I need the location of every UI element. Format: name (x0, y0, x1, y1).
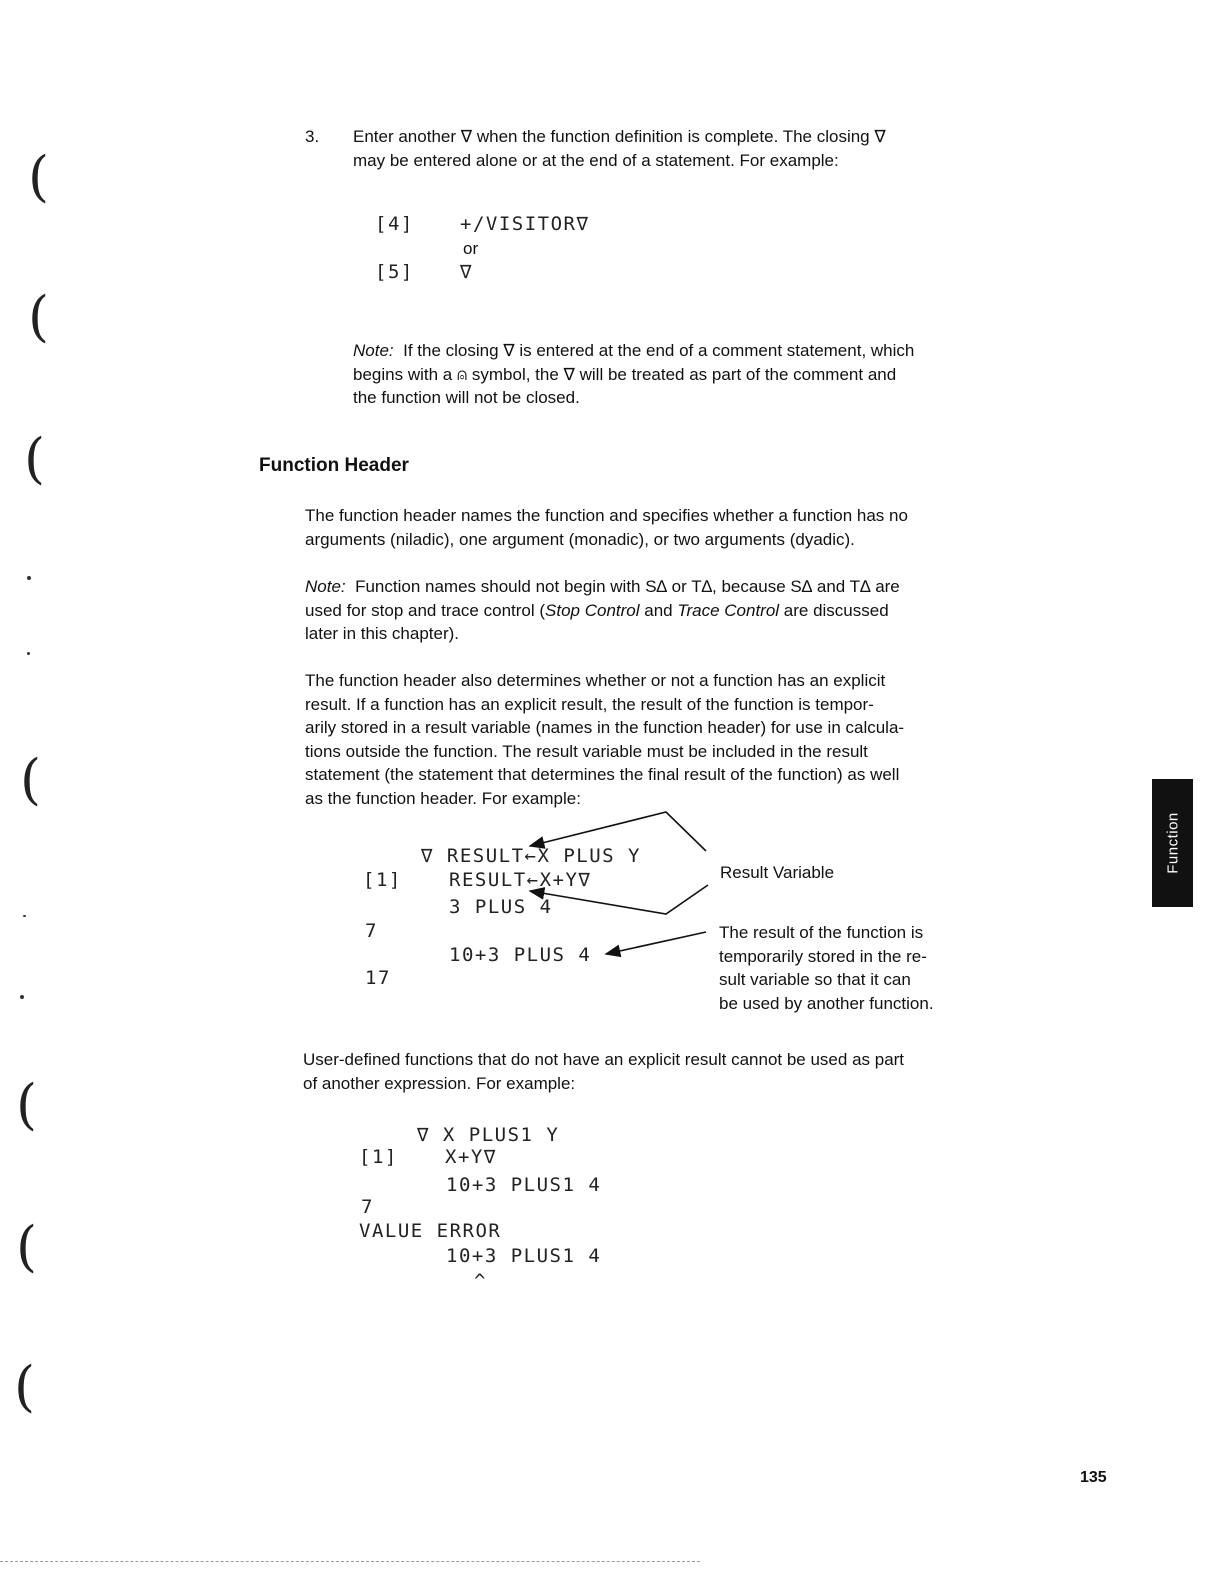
note1-line-1-text: If the closing ∇ is entered at the end of a comment statement, which (403, 341, 915, 360)
page-number: 135 (1080, 1469, 1107, 1486)
arrow-to-call (606, 932, 706, 954)
code3-error-caret: ^ (474, 1270, 487, 1292)
para2-line-2: result. If a function has an explicit result, the result of the function is tempor- (305, 694, 874, 714)
binder-hole-mark: ( (16, 1215, 38, 1278)
code3-line-number-1: [1] (359, 1146, 398, 1168)
para1-line-2: arguments (niladic), one argument (monadic), or two arguments (dyadic). (305, 529, 855, 549)
note2-line-3: later in this chapter). (305, 624, 460, 643)
code2-line-number-1: [1] (363, 869, 402, 891)
binder-hole-mark: ( (28, 145, 50, 208)
code1-line-number-4: [4] (375, 213, 414, 235)
code2-output-1: 7 (365, 920, 378, 942)
para-no-explicit-result (303, 1048, 983, 1095)
code2-line-1-code: RESULT←X+Y∇ (449, 869, 592, 891)
para2-line-6: as the function header. For example: (305, 788, 581, 808)
explain-line-3: sult variable so that it can (719, 970, 911, 989)
scan-edge-line (0, 1561, 700, 1562)
note1-line-3: the function will not be closed. (353, 388, 580, 407)
code1-or: or (463, 239, 479, 258)
explain-line-4: be used by another function. (719, 993, 934, 1013)
binder-hole-mark: ( (20, 748, 42, 811)
label-result-explanation (719, 921, 934, 1015)
para3-line-1: User-defined functions that do not have an explicit result cannot be used as part (303, 1050, 905, 1069)
note1-line-2: begins with a ⍝ symbol, the ∇ will be treated as part of the comment and (353, 364, 897, 384)
para2-line-3: arily stored in a result variable (names in the function header) for use in calcula- (305, 718, 905, 737)
code3-line-1-code: X+Y∇ (445, 1146, 497, 1168)
binder-hole-mark: ( (24, 427, 46, 490)
arrow-to-statement-result (530, 885, 708, 914)
explain-line-1: The result of the function is (719, 923, 924, 942)
note2-trace-control: Trace Control (677, 600, 780, 620)
code2-output-2: 17 (365, 967, 391, 989)
code3-call-2: 10+3 PLUS1 4 (446, 1245, 602, 1267)
note2-and: and (639, 600, 678, 620)
code3-call-1: 10+3 PLUS1 4 (446, 1174, 602, 1196)
step-number: 3. (305, 127, 320, 146)
binder-hole-mark: ( (28, 285, 50, 348)
note1-label: Note: (353, 341, 394, 360)
chapter-side-tab (1152, 779, 1193, 907)
note2-stop-control: Stop Control (545, 600, 640, 620)
note2-label: Note: (305, 577, 346, 596)
arrow-to-header-result (530, 812, 706, 851)
code2-call-2: 10+3 PLUS 4 (449, 944, 592, 966)
code1-line-number-5: [5] (375, 261, 414, 283)
explain-line-2: temporarily stored in the re- (719, 946, 927, 966)
code1-line-5-code: ∇ (460, 261, 473, 283)
note2-line-2-b: are discussed (779, 600, 889, 620)
code2-header: ∇ RESULT←X PLUS Y (421, 845, 641, 867)
code2-call-1: 3 PLUS 4 (449, 896, 553, 918)
step-3-line-2: may be entered alone or at the end of a statement. For example: (353, 150, 839, 170)
para2-line-4: tions outside the function. The result variable must be included in the result (305, 741, 868, 761)
code3-output-1: 7 (361, 1196, 374, 1218)
code3-value-error: VALUE ERROR (359, 1220, 502, 1242)
para1-line-1: The function header names the function and specifies whether a function has no (305, 506, 908, 525)
note2-line-1-text: Function names should not begin with S∆ or T∆, because S∆ and T∆ are (355, 577, 900, 596)
code1-line-4-code: +/VISITOR∇ (460, 213, 590, 235)
binder-hole-mark: ( (14, 1355, 36, 1418)
section-heading: Function Header (259, 455, 409, 476)
para3-line-2: of another expression. For example: (303, 1073, 576, 1093)
binder-hole-mark: ( (16, 1073, 38, 1136)
note2-line-2-a: used for stop and trace control ( (305, 600, 546, 620)
para2-line-5: statement (the statement that determines the final result of the function) as well (305, 765, 900, 784)
label-result-variable: Result Variable (720, 863, 835, 882)
step-3-line-1: Enter another ∇ when the function definition is complete. The closing ∇ (353, 127, 886, 146)
para2-line-1: The function header also determines whether or not a function has an explicit (305, 671, 886, 690)
side-tab-label: Function (1164, 812, 1181, 874)
code3-header: ∇ X PLUS1 Y (417, 1124, 560, 1146)
